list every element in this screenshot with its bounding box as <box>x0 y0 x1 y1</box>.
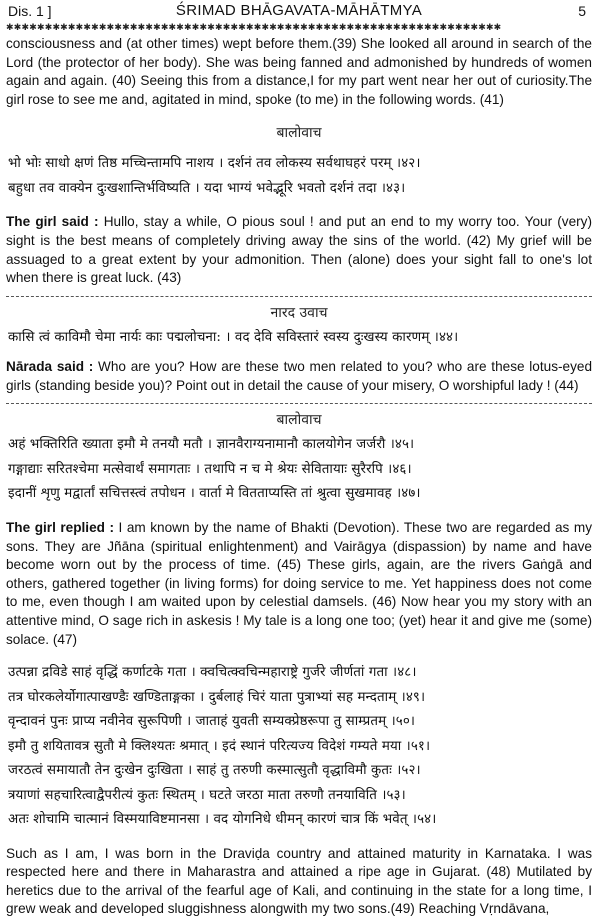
paragraph-text: Hullo, stay a while, O pious soul ! and put an end to my worry too. Your (very) sight is the best means of completely driving away the sins of the world. (42) My grief will be assuaged to a great extent by your admonition. Then (alone) does your sight fall to one's lot when there is great luck. (43) <box>6 214 592 286</box>
discourse-label: Dis. 1 ] <box>8 3 52 19</box>
verse-line: भो भोः साधो क्षणं तिष्ठ मच्चिन्तामपि नाशय । दर्शनं तव लोकस्य सर्वथाघहरं परम् ।४२। <box>8 156 421 172</box>
verse-line: गङ्गाद्याः सरितश्चेमा मत्सेवार्थं समागताः । तथापि न च मे श्रेयः सेवितायाः सुरैरपि ।४६। <box>8 461 412 477</box>
verse-line: कासि त्वं काविमौ चेमा नार्यः काः पद्मलोचना: । वद देवि सविस्तारं स्वस्य दुःखस्य कारणम् ।४४। <box>8 329 459 345</box>
section-divider <box>6 403 592 404</box>
speaker-label: The girl said : <box>6 214 99 230</box>
book-title: ŚRIMAD BHĀGAVATA-MĀHĀTMYA <box>175 2 423 19</box>
verse-line: त्रयाणां सहचारित्वाद्वैपरीत्यं कुतः स्थितम् । घटते जरठा माता तरुणौ तनयाविति ।५३। <box>8 787 406 803</box>
paragraph-3 <box>4 358 594 395</box>
page-number: 5 <box>578 3 586 19</box>
speaker-label: The girl replied : <box>6 519 115 535</box>
verse-heading-1: बालोवाच <box>276 125 322 142</box>
paragraph-2 <box>4 213 594 287</box>
speaker-label: Nārada said : <box>6 359 94 375</box>
verse-line: बहुधा तव वाक्येन दुःखशान्तिर्भविष्यति । यदा भाग्यं भवेद्भूरि भवतो दर्शनं तदा ।४३। <box>8 180 406 196</box>
section-divider <box>6 296 592 297</box>
paragraph-5: Such as I am, I was born in the Draviḍa country and attained maturity in Karnataka. I was respected here and there in Maharastra and attained a ripe age in Gujarat. (48) Mutilated by heretics due to the arrival of the fearful age of Kali, and continuing in the state for a long time, I grew weak and developed sluggishness alongwith my two sons.(49) Reaching Vṛndāvana, <box>6 845 592 917</box>
paragraph-text: Who are you? How are these two men related to you? who are these lotus-eyed girls (standing beside you)? Point out in detail the cause of your misery, O worshipful lady ! (44) <box>6 359 593 393</box>
paragraph-4 <box>4 519 594 649</box>
verse-line: इमौ तु शयितावत्र सुतौ मे क्लिश्यतः श्रमात् । इदं स्थानं परित्यज्य विदेशं गम्यते मया ।५१। <box>8 738 431 754</box>
verse-block-2 <box>4 326 594 351</box>
verse-line: अहं भक्तिरिति ख्याता इमौ मे तनयौ मतौ । ज्ञानवैराग्यनामानौ कालयोगेन जर्जरौ ।४५। <box>8 437 415 453</box>
verse-line: अतः शोचामि चात्मानं विस्मयाविष्टमानसा । वद योगनिधे धीमन् कारणं चात्र किं भवेत् ।५४। <box>8 812 437 828</box>
verse-block-4 <box>4 661 594 833</box>
verse-heading-3: बालोवाच <box>276 412 322 429</box>
verse-block-3 <box>4 433 594 507</box>
paragraph-text: I am known by the name of Bhakti (Devotion). These two are regarded as my sons. They are Jñāna (spiritual enlightenment) and Vairāgya (dispassion) by name and have become worn out by the process of time. (45) These girls, again, are the rivers Gaṅgā and others, gathered together (in living forms) for doing service to me. Yet happiness does not come to me, even though I am waited upon by celestial damsels. (46) Now hear you my story with an attentive mind, O sage rich in askesis ! My tale is a long one too; (yet) hear it and give me (some) solace. (47) <box>6 519 592 647</box>
verse-line: उत्पन्ना द्रविडे साहं वृद्धिं कर्णाटके गता । क्वचित्क्वचिन्महाराष्ट्रे गुर्जरे जीर्णतां गता ।४८। <box>8 665 417 681</box>
verse-line: वृन्दावनं पुनः प्राप्य नवीनेव सुरूपिणी । जाताहं युवती सम्यक्प्रेष्ठरूपा तु साम्प्रतम् ।५०। <box>8 714 416 730</box>
paragraph-1: consciousness and (at other times) wept before them.(39) She looked all around in search of the Lord (the protector of her body). She was being fanned and admonished by hundreds of women again and again. (40) Seeing this from a distance,I for my part went near her out of curiosity.The girl rose to see me and, agitated in mind, spoke (to me) in the following words. (41) <box>6 36 592 107</box>
verse-line: इदानीं शृणु मद्वार्तां सचित्तस्त्वं तपोधन । वार्ता मे वितताप्यस्ति तां श्रुत्वा सुखमावह ।४७। <box>8 486 421 502</box>
running-header <box>4 0 594 22</box>
verse-line: जरठत्वं समायातौ तेन दुःखेन दुःखिता । साहं तु तरुणी कस्मात्सुतौ वृद्धाविमौ कुतः ।५२। <box>8 763 421 779</box>
verse-block-1 <box>4 152 594 201</box>
verse-heading-2: नारद उवाच <box>270 304 328 321</box>
star-rule-top: ✱✱✱✱✱✱✱✱✱✱✱✱✱✱✱✱✱✱✱✱✱✱✱✱✱✱✱✱✱✱✱✱✱✱✱✱✱✱✱✱✱✱✱✱✱✱✱✱✱✱✱✱✱✱✱✱✱✱✱✱✱✱✱✱ <box>6 22 502 32</box>
verse-line: तत्र घोरकलेर्योगात्पाखण्डैः खण्डिताङ्गका । दुर्बलाहं चिरं याता पुत्राभ्यां सह मन्दताम् ।४९। <box>8 689 426 705</box>
